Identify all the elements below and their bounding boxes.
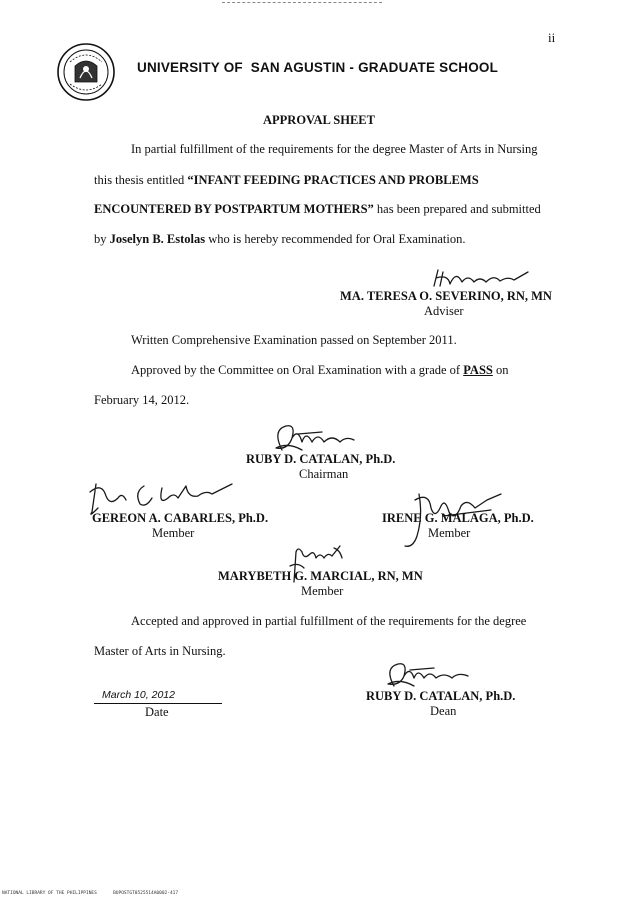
chairman-role: Chairman xyxy=(299,467,349,481)
acceptance-line-1: Accepted and approved in partial fulfillment of the requirements for the degree xyxy=(131,614,527,628)
member3-name: MARYBETH G. MARCIAL, RN, MN xyxy=(218,569,423,583)
member3-role: Member xyxy=(301,584,344,598)
thesis-title-part-1: “INFANT FEEDING PRACTICES AND PROBLEMS xyxy=(187,173,479,187)
member2-role: Member xyxy=(428,526,471,540)
institution-header: UNIVERSITY OF SAN AGUSTIN - GRADUATE SCHOOL xyxy=(137,60,499,75)
intro-line-4-suffix: who is hereby recommended for Oral Examination. xyxy=(205,232,466,246)
approval-date: February 14, 2012. xyxy=(94,393,190,407)
written-exam-line: Written Comprehensive Examination passed on September 2011. xyxy=(131,333,457,347)
intro-line-3-suffix: has been prepared and submitted xyxy=(373,202,541,216)
approval-suffix: on xyxy=(492,363,509,377)
page-number: ii xyxy=(548,30,556,45)
date-label: Date xyxy=(145,705,169,719)
intro-line-4-prefix: by xyxy=(94,232,110,246)
acceptance-line-2: Master of Arts in Nursing. xyxy=(94,644,226,658)
member1-role: Member xyxy=(152,526,195,540)
document-title: APPROVAL SHEET xyxy=(263,113,375,127)
intro-line-2-prefix: this thesis entitled xyxy=(94,173,188,187)
author-name: Joselyn B. Estolas xyxy=(109,232,206,246)
handwritten-date: March 10, 2012 xyxy=(102,689,175,701)
member2-name: IRENE G. MALAGA, Ph.D. xyxy=(382,511,534,525)
intro-line-1: In partial fulfillment of the requirements for the degree Master of Arts in Nursing xyxy=(131,142,538,156)
member1-name: GEREON A. CABARLES, Ph.D. xyxy=(92,511,269,525)
thesis-title-part-2: ENCOUNTERED BY POSTPARTUM MOTHERS” xyxy=(94,202,374,216)
university-seal-icon xyxy=(56,42,116,102)
dean-name: RUBY D. CATALAN, Ph.D. xyxy=(366,689,516,703)
adviser-signature xyxy=(428,266,538,290)
chairman-name: RUBY D. CATALAN, Ph.D. xyxy=(246,452,396,466)
adviser-role: Adviser xyxy=(424,304,464,318)
dean-role: Dean xyxy=(430,704,457,718)
intro-line-4 xyxy=(94,233,465,246)
date-underline xyxy=(94,703,222,704)
intro-line-2 xyxy=(94,174,479,187)
approval-line xyxy=(131,364,508,377)
scan-artifact xyxy=(222,2,382,7)
library-footer: NATIONAL LIBRARY OF THE PHILIPPINES BUPOSTGT0525514A0002-417 xyxy=(2,891,179,896)
grade-value: PASS xyxy=(463,363,493,377)
approval-prefix: Approved by the Committee on Oral Examination with a grade of xyxy=(131,363,464,377)
intro-line-3 xyxy=(94,203,541,216)
adviser-name: MA. TERESA O. SEVERINO, RN, MN xyxy=(340,289,552,303)
